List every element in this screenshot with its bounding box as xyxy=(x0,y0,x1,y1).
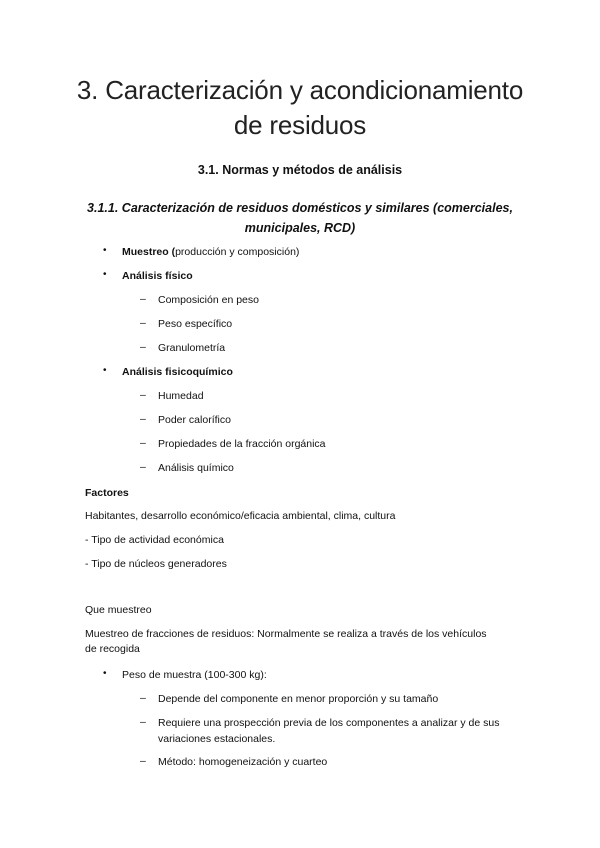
title-line-1: 3. Caracterización y acondicionamiento xyxy=(76,75,524,105)
section-heading: 3.1. Normas y métodos de análisis xyxy=(197,163,403,177)
title-line-2: de residuos xyxy=(233,110,367,140)
page-title xyxy=(0,73,600,143)
dash-icon: – xyxy=(140,437,146,449)
dash-icon: – xyxy=(140,755,146,767)
bullet-icon: • xyxy=(103,269,107,280)
muestreo-paragraph-line-2: de recogida xyxy=(85,643,140,655)
sub-item: Peso específico xyxy=(158,318,233,330)
subsection-line-1: 3.1.1. Caracterización de residuos domésticos y similares (comerciales, xyxy=(87,201,513,215)
muestreo-heading: Que muestreo xyxy=(85,604,152,616)
subsection-line-2: municipales, RCD) xyxy=(244,221,356,235)
list-item-analisis-fisicoquimico: Análisis fisicoquímico xyxy=(122,366,233,378)
factores-heading: Factores xyxy=(85,487,129,499)
factores-line: Habitantes, desarrollo económico/eficacia ambiental, clima, cultura xyxy=(85,510,396,522)
sub-item: Granulometría xyxy=(158,342,226,354)
dash-icon: – xyxy=(140,389,146,401)
factores-item: - Tipo de núcleos generadores xyxy=(85,558,227,570)
sub-item: Depende del componente en menor proporción y su tamaño xyxy=(158,693,439,705)
muestreo-paragraph-line-1: Muestreo de fracciones de residuos: Normalmente se realiza a través de los vehículos xyxy=(85,628,487,640)
dash-icon: – xyxy=(140,317,146,329)
dash-icon: – xyxy=(140,341,146,353)
list-item-analisis-fisico: Análisis físico xyxy=(122,270,193,282)
sub-item: Requiere una prospección previa de los componentes a analizar y de sus xyxy=(158,717,500,729)
sub-item: Método: homogeneización y cuarteo xyxy=(158,756,328,768)
sub-item: Humedad xyxy=(158,390,204,402)
sub-item-continuation: variaciones estacionales. xyxy=(158,733,276,745)
bullet-icon: • xyxy=(103,245,107,256)
subsection-heading xyxy=(80,198,520,238)
sub-item: Propiedades de la fracción orgánica xyxy=(158,438,326,450)
sub-item: Poder calorífico xyxy=(158,414,231,426)
factores-item: - Tipo de actividad económica xyxy=(85,534,224,546)
dash-icon: – xyxy=(140,692,146,704)
sub-item: Análisis químico xyxy=(158,462,234,474)
bullet-icon: • xyxy=(103,365,107,376)
muestreo-label-bold: Muestreo ( xyxy=(122,246,176,258)
bullet-icon: • xyxy=(103,668,107,679)
dash-icon: – xyxy=(140,293,146,305)
list-item-muestreo xyxy=(122,245,299,259)
dash-icon: – xyxy=(140,461,146,473)
dash-icon: – xyxy=(140,716,146,728)
peso-muestra-item: Peso de muestra (100-300 kg): xyxy=(122,669,267,681)
sub-item: Composición en peso xyxy=(158,294,259,306)
dash-icon: – xyxy=(140,413,146,425)
muestreo-label-rest: producción y composición) xyxy=(175,246,300,258)
